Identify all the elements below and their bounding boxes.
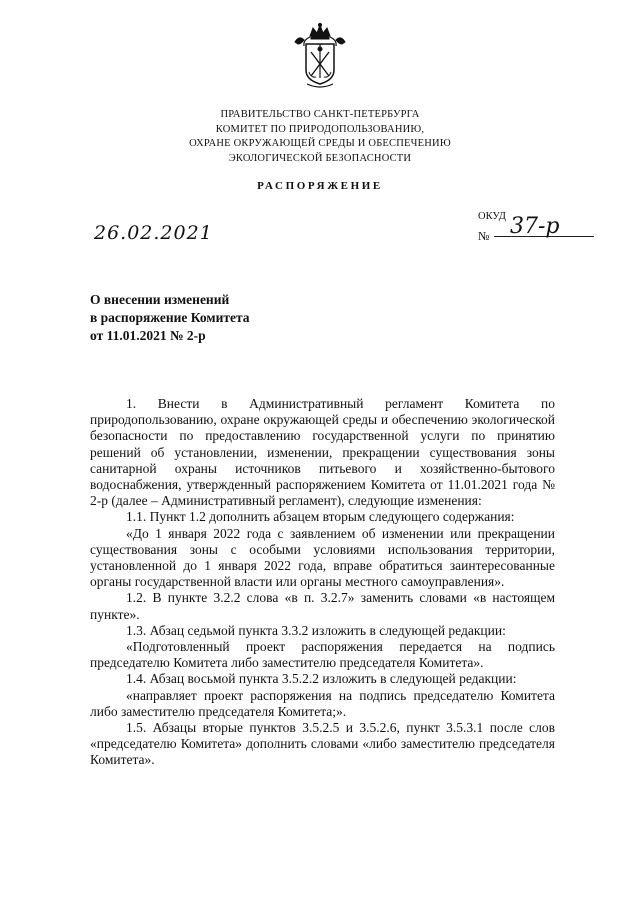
paragraph: 1.2. В пункте 3.2.2 слова «в п. 3.2.7» заменить словами «в настоящем пункте». xyxy=(90,590,555,622)
subject-line: в распоряжение Комитета xyxy=(90,310,250,325)
document-body xyxy=(90,396,555,769)
paragraph: «Подготовленный проект распоряжения передается на подпись председателю Комитета либо заместителю председателя Комитета». xyxy=(90,639,555,671)
paragraph: 1.5. Абзацы вторые пунктов 3.5.2.5 и 3.5.2.6, пункт 3.5.3.1 после слов «председателю Комитета» дополнить словами «либо заместителю председателя Комитета». xyxy=(90,720,555,768)
paragraph: 1. Внести в Административный регламент Комитета по природопользованию, охране окружающей среды и обеспечению экологической безопасности по предоставлению государственной услуги по принятию решений об установлении, изменении, прекращении существования зоны санитарной охраны источников питьевого и хозяйственно-бытового водоснабжения, утвержденный распоряжением Комитета от 11.01.2021 года № 2-р (далее – Административный регламент), следующие изменения: xyxy=(90,396,555,509)
paragraph: «направляет проект распоряжения на подпись председателю Комитета либо заместителю председателя Комитета;». xyxy=(90,687,555,719)
document-number: 37-р xyxy=(510,214,560,239)
document-subject xyxy=(90,291,250,345)
header-line: ОХРАНЕ ОКРУЖАЮЩЕЙ СРЕДЫ И ОБЕСПЕЧЕНИЮ xyxy=(189,138,451,149)
paragraph: «До 1 января 2022 года с заявлением об изменении или прекращении существования зоны с особыми условиями использования территории, установленной до 1 января 2022 года, вправе обратиться заинтересованные органы государственной власти или органы местного самоуправления». xyxy=(90,525,555,590)
subject-line: от 11.01.2021 № 2-р xyxy=(90,328,206,343)
issuer-header xyxy=(130,108,510,166)
header-line: ПРАВИТЕЛЬСТВО САНКТ-ПЕТЕРБУРГА xyxy=(220,109,420,120)
paragraph: 1.3. Абзац седьмой пункта 3.3.2 изложить в следующей редакции: xyxy=(126,622,506,638)
okud-label: ОКУД xyxy=(478,211,506,222)
paragraph: 1.4. Абзац восьмой пункта 3.5.2.2 изложить в следующей редакции: xyxy=(126,671,517,687)
document-type: РАСПОРЯЖЕНИЕ xyxy=(257,180,383,192)
coat-of-arms-icon xyxy=(289,22,351,92)
paragraph: 1.1. Пункт 1.2 дополнить абзацем вторым следующего содержания: xyxy=(126,509,515,525)
header-line: ЭКОЛОГИЧЕСКОЙ БЕЗОПАСНОСТИ xyxy=(228,152,412,164)
subject-line: О внесении изменений xyxy=(90,292,230,307)
document-date: 26.02.2021 xyxy=(94,222,213,244)
number-label: № xyxy=(478,229,490,243)
header-line: КОМИТЕТ ПО ПРИРОДОПОЛЬЗОВАНИЮ, xyxy=(215,123,425,135)
